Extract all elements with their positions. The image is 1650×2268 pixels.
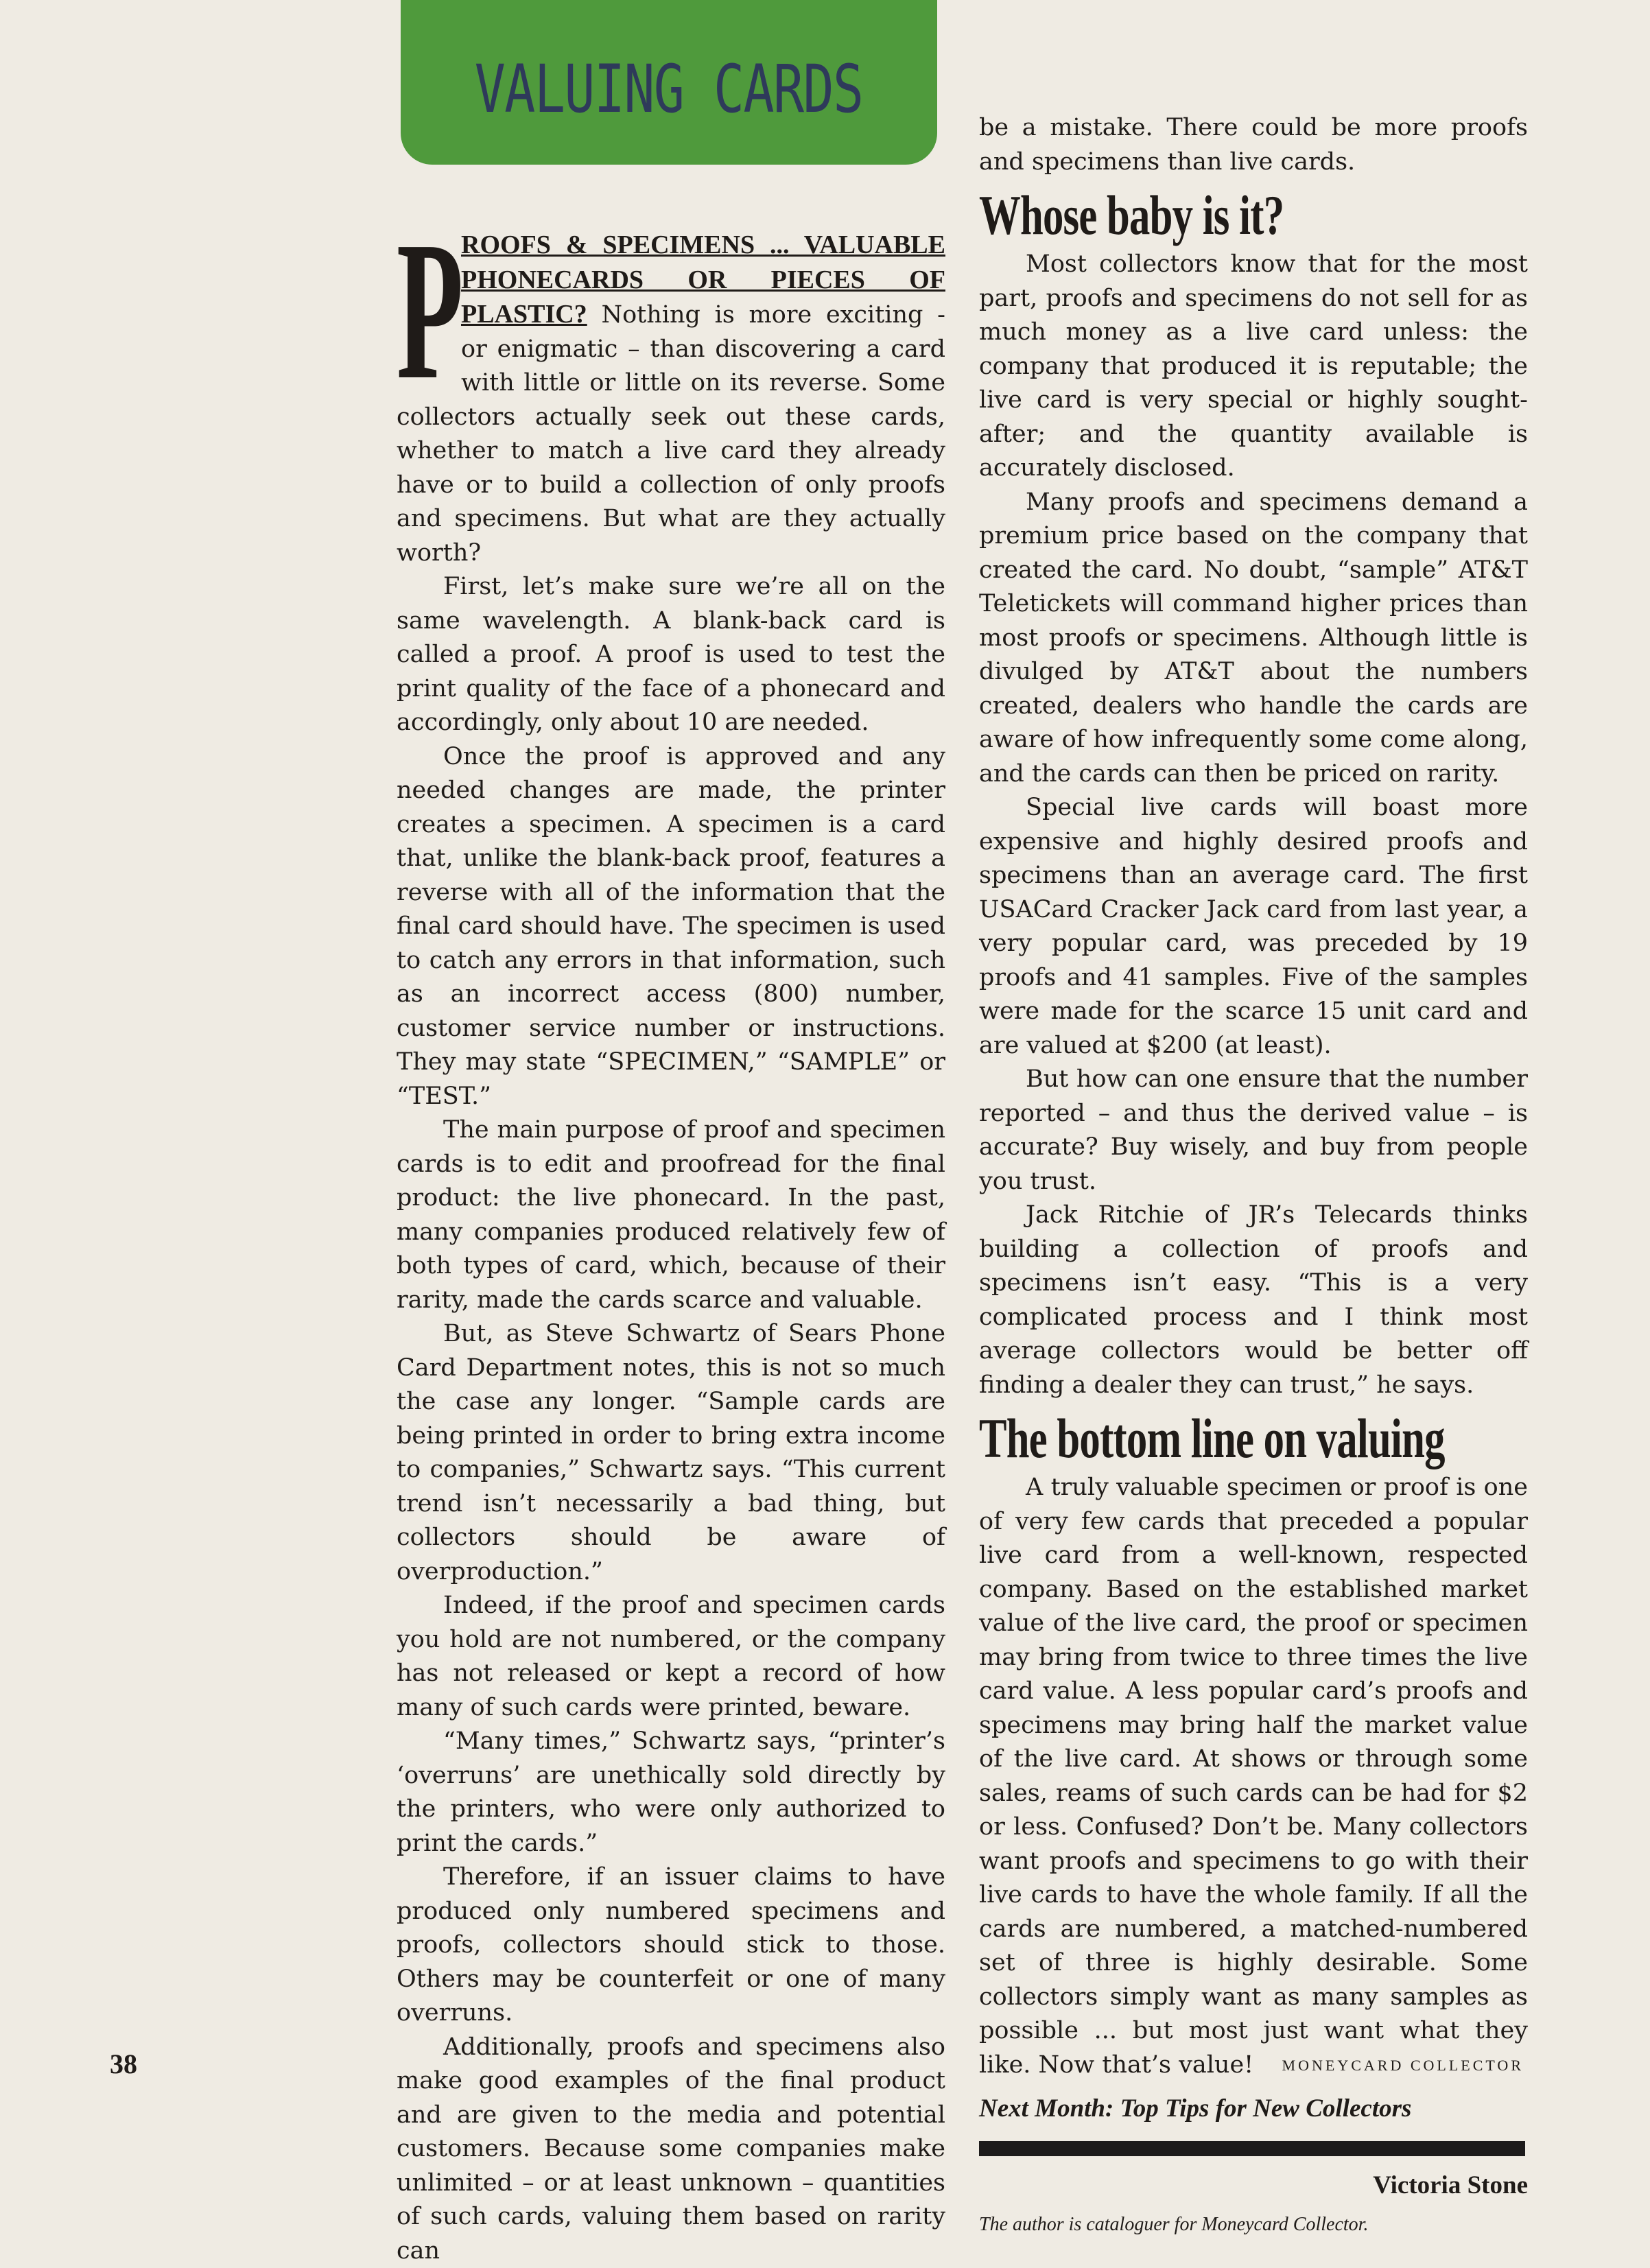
body-paragraph: A truly valuable specimen or proof is one of very few cards that preceded a popular live card from a well-known, respected company. Based on the established market value of the live card, the proof or specimen may bring from twice to three times the live card value. A less popular card’s proofs and specimens may bring half the market value of the live card. At shows or through some sales, reams of such cards can be had for $2 or less. Confused? Don’t be. Many collectors want proofs and specimens to go with their live cards to have the whole family. If all the cards are numbered, a matched-numbered set of three is highly desirable. Some collectors simply want as many samples as possible ... but most just want what they like. Now that’s value! <box>979 1471 1528 2082</box>
section-banner <box>401 0 937 165</box>
publication-name: MONEYCARD COLLECTOR <box>1282 2057 1524 2075</box>
lead-heading: ROOFS & SPECIMENS ... VALUABLE PHONECARDS OR PIECES OF PLASTIC? <box>461 231 945 329</box>
banner-title: VALUING CARDS <box>475 51 863 128</box>
lead-paragraph <box>397 228 945 570</box>
article-left-column <box>397 228 945 2268</box>
divider-rule <box>979 2141 1525 2156</box>
continued-paragraph: be a mistake. There could be more proofs and specimens than live cards. <box>979 111 1528 179</box>
body-paragraph: The main purpose of proof and specimen cards is to edit and proofread for the final product: the live phonecard. In the past, many companies produced relatively few of both types of card, which, because of their rarity, made the cards scarce and valuable. <box>397 1113 945 1317</box>
body-paragraph: First, let’s make sure we’re all on the same wavelength. A blank-back card is called a proof. A proof is used to test the print quality of the face of a phonecard and accordingly, only about 10 are needed. <box>397 570 945 740</box>
body-paragraph: Special live cards will boast more expensive and highly desired proofs and specimens than an average card. The first USACard Cracker Jack card from last year, a very popular card, was preceded by 19 proofs and 41 samples. Five of the samples were made for the scarce 15 unit card and are valued at $200 (at least). <box>979 791 1528 1063</box>
body-paragraph: Additionally, proofs and specimens also make good examples of the final product and are given to the media and potential customers. Because some companies make unlimited – or at least unknown – quantities of such cards, valuing them based on rarity can <box>397 2031 945 2268</box>
author-bio: The author is cataloguer for Moneycard Collector. <box>979 2211 1528 2239</box>
article-right-column <box>979 111 1528 2239</box>
body-paragraph: But, as Steve Schwartz of Sears Phone Card Department notes, this is not so much the case any longer. “Sample cards are being printed in order to bring extra income to companies,” Schwartz says. “This current trend isn’t necessarily a bad thing, but collectors should be aware of overproduction.” <box>397 1317 945 1589</box>
lead-text: Nothing is more exciting - or enigmatic – than discovering a card with little or little on its reverse. Some collectors actually seek out these cards, whether to match a live card they already have or to build a collection of only proofs and specimens. But what are they actually worth? <box>397 301 945 567</box>
page-number: 38 <box>110 2048 137 2080</box>
subhead-bottom-line: The bottom line on valuing <box>979 1406 1385 1471</box>
drop-cap: P <box>397 228 428 393</box>
subhead-whose-baby: Whose baby is it? <box>979 183 1385 248</box>
body-paragraph: But how can one ensure that the number reported – and thus the derived value – is accurate? Buy wisely, and buy from people you trust. <box>979 1063 1528 1198</box>
body-paragraph: “Many times,” Schwartz says, “printer’s ‘overruns’ are unethically sold directly by the printers, who were only authorized to print the cards.” <box>397 1725 945 1861</box>
next-month-teaser: Next Month: Top Tips for New Collectors <box>979 2092 1528 2126</box>
body-paragraph: Once the proof is approved and any needed changes are made, the printer creates a specimen. A specimen is a card that, unlike the blank-back proof, features a reverse with all of the information that the final card should have. The specimen is used to catch any errors in that information, such as an incorrect access (800) number, customer service number or instructions. They may state “SPECIMEN,” “SAMPLE” or “TEST.” <box>397 740 945 1114</box>
body-paragraph: Many proofs and specimens demand a premium price based on the company that created the card. No doubt, “sample” AT&T Teletickets will command higher prices than most proofs or specimens. Although little is divulged by AT&T about the numbers created, dealers who handle the cards are aware of how infrequently some come along, and the cards can then be priced on rarity. <box>979 486 1528 792</box>
body-paragraph: Jack Ritchie of JR’s Telecards thinks building a collection of proofs and specimens isn’t easy. “This is a very complicated process and I think most average collectors would be better off finding a dealer they can trust,” he says. <box>979 1198 1528 1402</box>
body-paragraph: Most collectors know that for the most part, proofs and specimens do not sell for as much money as a live card unless: the company that produced it is reputable; the live card is very special or highly sought-after; and the quantity available is accurately disclosed. <box>979 248 1528 486</box>
body-paragraph: Therefore, if an issuer claims to have produced only numbered specimens and proofs, collectors should stick to those. Others may be counterfeit or one of many overruns. <box>397 1861 945 2031</box>
author-byline: Victoria Stone <box>979 2169 1528 2203</box>
body-paragraph: Indeed, if the proof and specimen cards you hold are not numbered, or the company has not released or kept a record of how many of such cards were printed, beware. <box>397 1589 945 1725</box>
